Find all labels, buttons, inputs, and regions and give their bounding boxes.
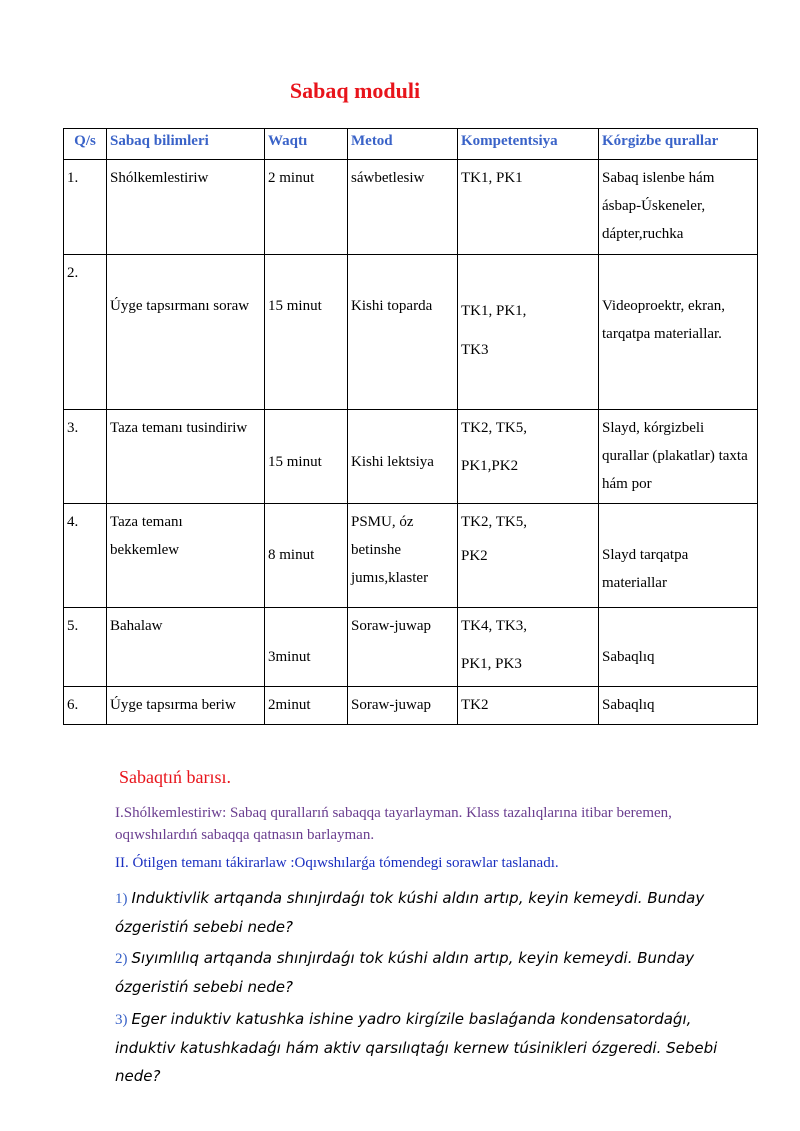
row-time: 2minut bbox=[265, 687, 348, 725]
row-tools: Sabaqlıq bbox=[602, 649, 655, 665]
question-text: Induktivlik artqanda shınjırdaǵı tok kúshi aldın artıp, keyin kemeydi. Bunday ózgeristiń sebebi nede? bbox=[115, 889, 705, 936]
row-competence: TK4, TK3, PK1, PK3 bbox=[461, 618, 527, 672]
row-tools: Videoproektr, ekran, tarqatpa materiallar. bbox=[602, 298, 726, 342]
row-stage: Úyge tapsırmanı soraw bbox=[110, 298, 250, 314]
row-stage: Taza temanı tusindiriw bbox=[107, 410, 265, 504]
section-title: Sabaqtıń barısı. bbox=[119, 767, 231, 787]
row-tools: Slayd, kórgizbeli qurallar (plakatlar) taxta hám por bbox=[599, 410, 758, 504]
row-number: 4. bbox=[64, 504, 107, 608]
row-method: sáwbetlesiw bbox=[348, 160, 458, 255]
row-stage: Úyge tapsırma beriw bbox=[107, 687, 265, 725]
row-tools: Sabaq islenbe hám ásbap-Úskeneler, dápter,ruchka bbox=[599, 160, 758, 255]
question-item bbox=[115, 884, 735, 941]
review-paragraph: II. Ótilgen temanı tákirarlaw :Oqıwshılarǵa tómendegi sorawlar taslanadı. bbox=[115, 855, 559, 871]
row-competence: TK1, PK1 bbox=[458, 160, 599, 255]
row-time: 2 minut bbox=[265, 160, 348, 255]
table-row bbox=[64, 504, 758, 608]
row-method: Kishi lektsiya bbox=[351, 454, 434, 470]
lesson-module-table bbox=[63, 128, 758, 725]
row-competence: TK2, TK5, PK2 bbox=[461, 514, 527, 564]
table-header-row bbox=[64, 129, 758, 160]
row-tools: Slayd tarqatpa materiallar bbox=[602, 547, 689, 591]
row-tools: Sabaqlıq bbox=[599, 687, 758, 725]
organization-paragraph: I.Shólkemlestiriw: Sabaq qurallarıń sabaqqa tayarlayman. Klass tazalıqlarına itibar beremen, oqıwshılardıń sabaqqa qatnasın barlayman. bbox=[115, 805, 672, 843]
row-number: 2. bbox=[64, 255, 107, 410]
page-title: Sabaq moduli bbox=[289, 78, 421, 103]
row-competence: TK1, PK1, TK3 bbox=[461, 303, 527, 358]
table-row bbox=[64, 160, 758, 255]
table-row bbox=[64, 410, 758, 504]
question-item bbox=[115, 944, 735, 1001]
row-competence: TK2, TK5, PK1,PK2 bbox=[461, 420, 527, 474]
header-competence: Kompetentsiya bbox=[458, 129, 599, 160]
row-number: 1. bbox=[64, 160, 107, 255]
table-row bbox=[64, 255, 758, 410]
row-method: Kishi toparda bbox=[351, 298, 433, 314]
header-stage: Sabaq bilimleri bbox=[107, 129, 265, 160]
row-competence: TK2 bbox=[458, 687, 599, 725]
row-stage: Shólkemlestiriw bbox=[107, 160, 265, 255]
row-number: 6. bbox=[64, 687, 107, 725]
header-time: Waqtı bbox=[265, 129, 348, 160]
question-number: 1) bbox=[115, 891, 128, 907]
question-item bbox=[115, 1005, 755, 1090]
row-time: 3minut bbox=[268, 649, 311, 665]
row-method: Soraw-juwap bbox=[348, 687, 458, 725]
question-number: 2) bbox=[115, 951, 128, 967]
question-text: Sıyımlılıq artqanda shınjırdaǵı tok kúshi aldın artıp, keyin kemeydi. Bunday ózgeristiń sebebi nede? bbox=[115, 949, 695, 996]
row-stage: Taza temanı bekkemlew bbox=[110, 514, 183, 558]
header-number: Q/s bbox=[64, 129, 107, 160]
header-tools: Kórgizbe qurallar bbox=[599, 129, 758, 160]
row-time: 8 minut bbox=[268, 547, 315, 563]
row-time: 15 minut bbox=[268, 454, 322, 470]
row-stage: Bahalaw bbox=[107, 608, 265, 687]
question-number: 3) bbox=[115, 1012, 128, 1028]
table-row bbox=[64, 608, 758, 687]
row-time: 15 minut bbox=[268, 298, 322, 314]
row-method: PSMU, óz betinshe jumıs,klaster bbox=[351, 514, 429, 586]
row-method: Soraw-juwap bbox=[348, 608, 458, 687]
table-row bbox=[64, 687, 758, 725]
row-number: 5. bbox=[64, 608, 107, 687]
header-method: Metod bbox=[348, 129, 458, 160]
question-text: Eger induktiv katushka ishine yadro kirgízile baslaǵanda kondensatordaǵı, induktiv katushkadaǵı hám aktiv qarsılıqtaǵı kernew túsinikleri ózgeredi. Sebebi nede? bbox=[115, 1010, 718, 1085]
row-number: 3. bbox=[64, 410, 107, 504]
